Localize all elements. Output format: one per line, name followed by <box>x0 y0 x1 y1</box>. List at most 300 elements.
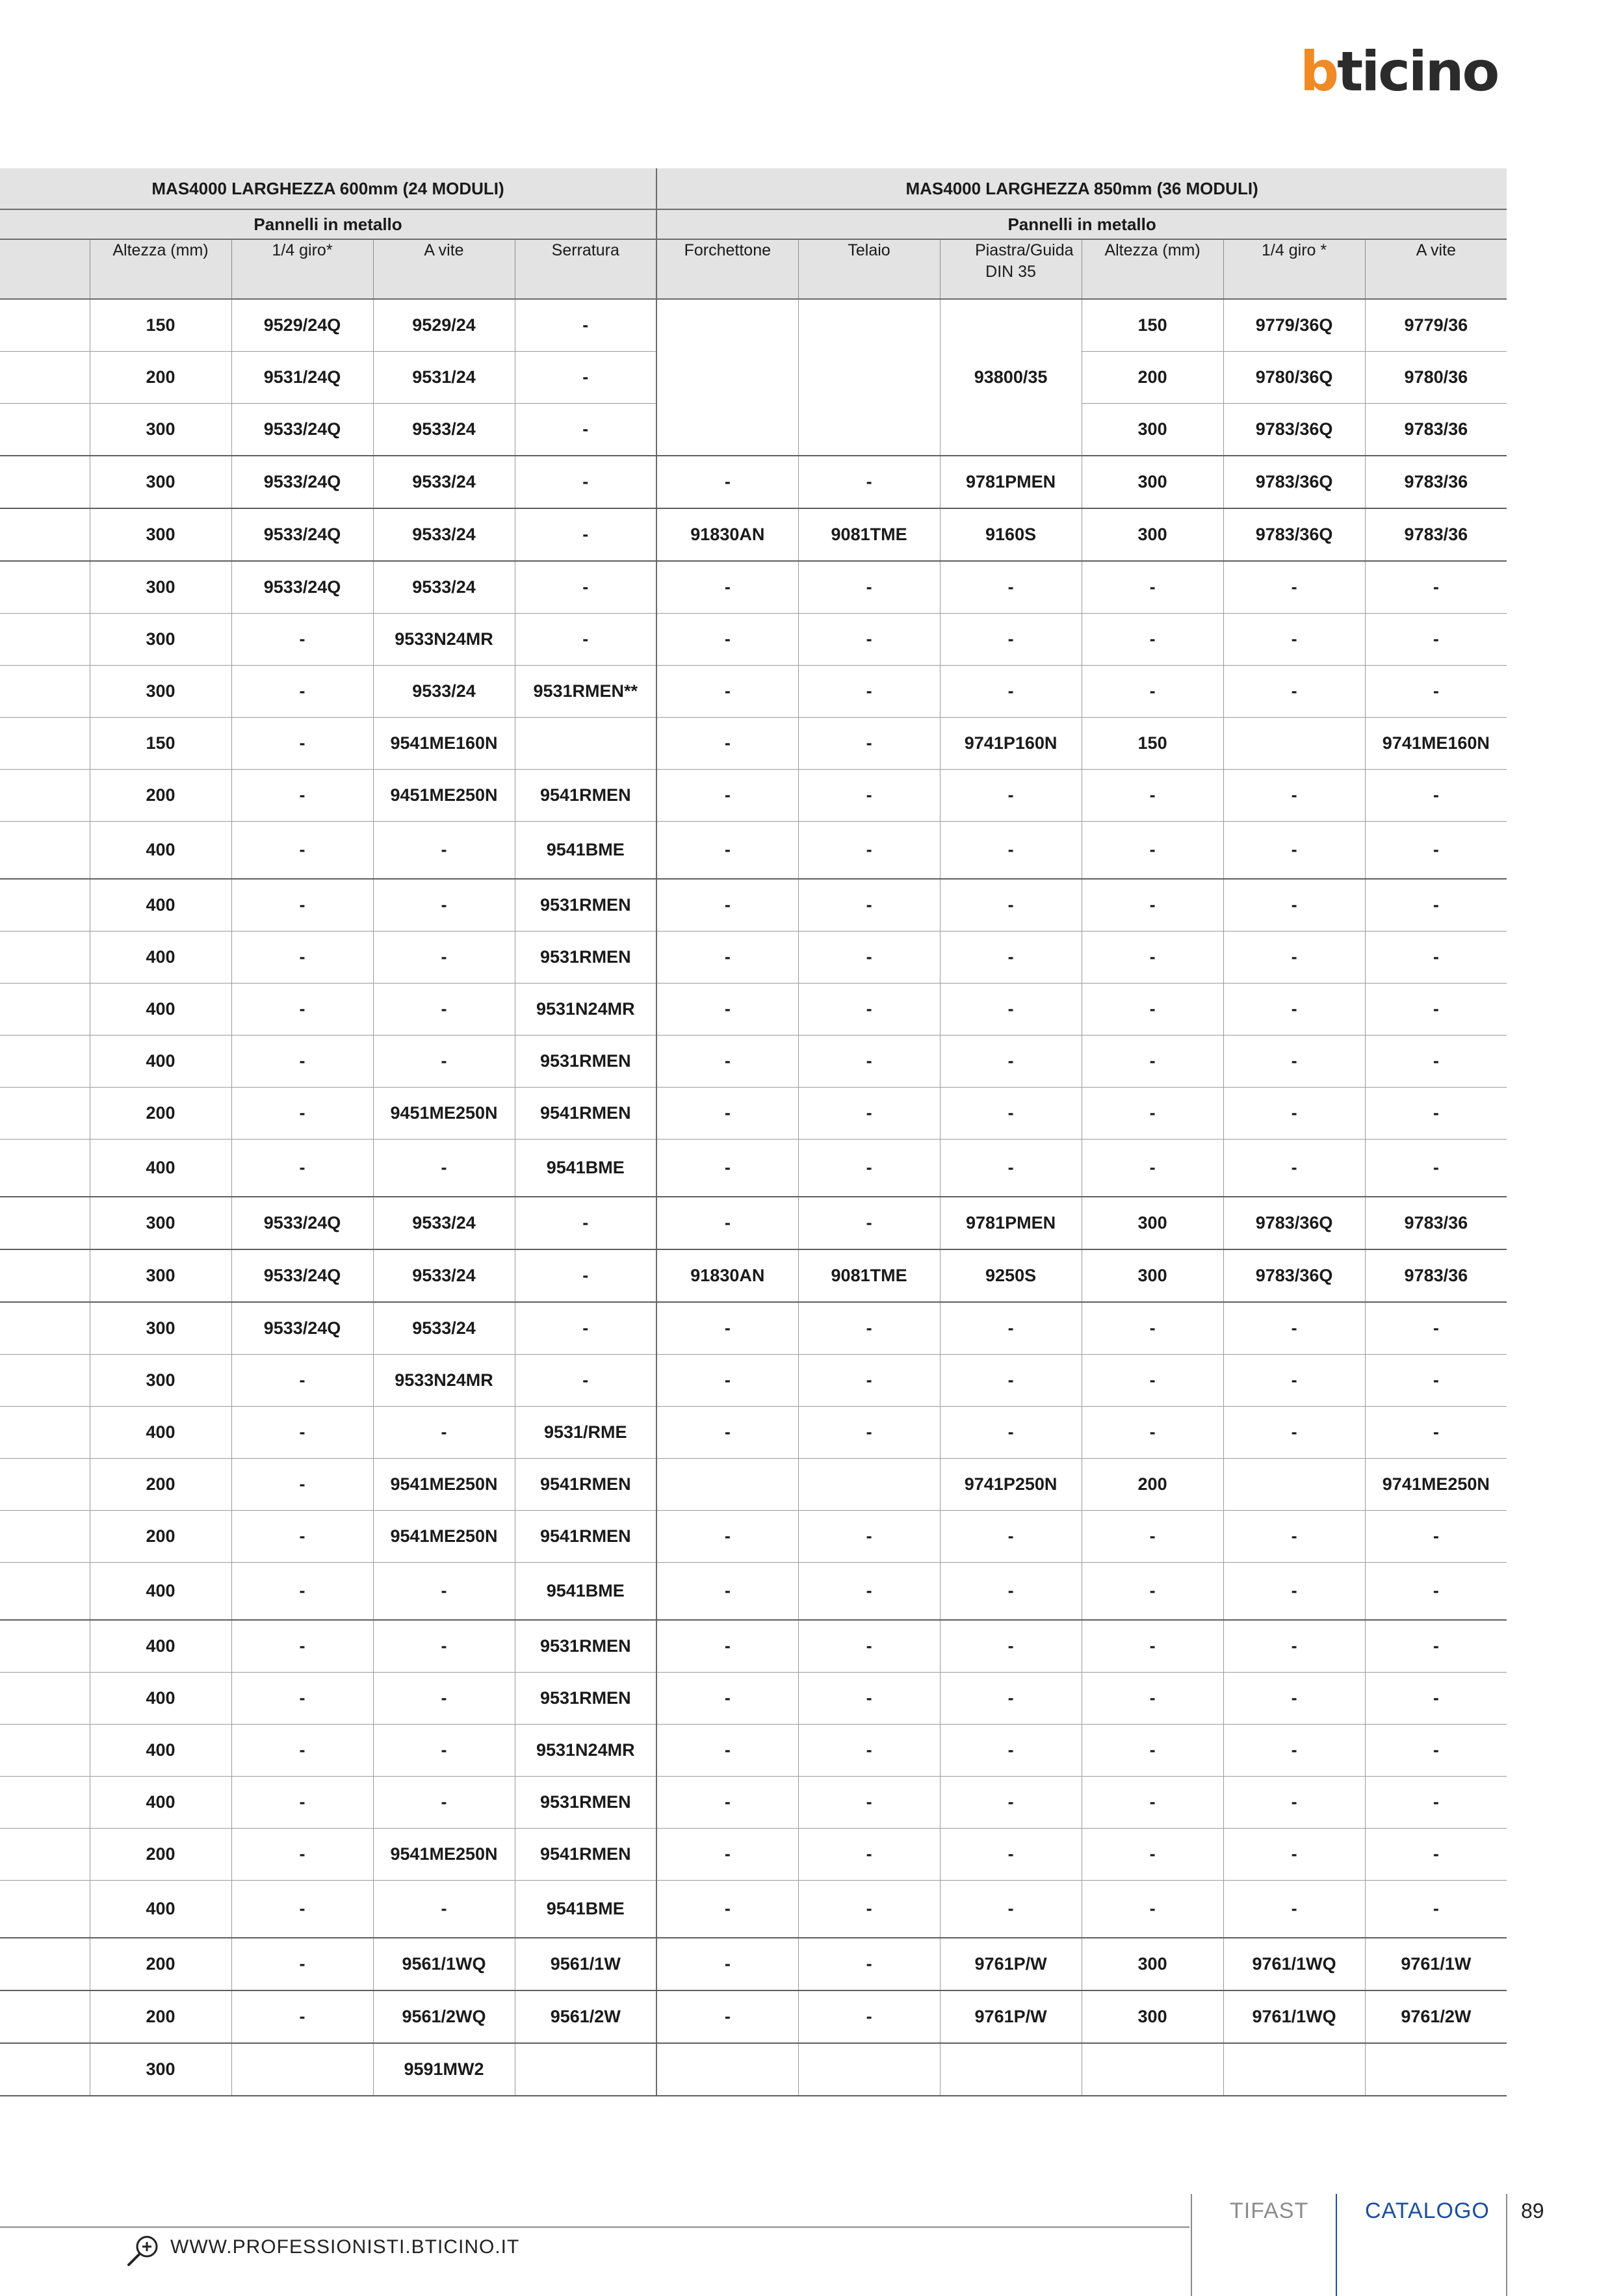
row-lead-cell <box>0 932 90 984</box>
table-cell: - <box>1365 1673 1507 1725</box>
table-cell: 300 <box>90 1249 231 1302</box>
table-cell: 150 <box>90 299 231 352</box>
table-cell: - <box>515 614 656 666</box>
table-cell: - <box>656 1829 798 1881</box>
page-number: 89 <box>1521 2199 1544 2223</box>
table-cell: 400 <box>90 1140 231 1197</box>
table-cell: - <box>940 1673 1082 1725</box>
table-row <box>0 1881 1507 1938</box>
table-cell: 400 <box>90 879 231 932</box>
row-lead-cell <box>0 1197 90 1249</box>
table-cell: 9591MW2 <box>373 2043 515 2096</box>
table-cell: 9533/24 <box>373 666 515 718</box>
table-cell: 9783/36Q <box>1223 1197 1365 1249</box>
table-cell: 9541ME250N <box>373 1511 515 1563</box>
table-cell: - <box>1082 1673 1223 1725</box>
table-cell: - <box>231 1777 373 1829</box>
table-cell: 9533/24Q <box>231 1302 373 1355</box>
table-cell: 200 <box>90 1938 231 1990</box>
bticino-logo: bticino <box>1300 40 1498 103</box>
table-cell: - <box>231 1725 373 1777</box>
table-cell: - <box>1223 932 1365 984</box>
table-cell: 9533/24Q <box>231 508 373 561</box>
table-cell: 9533/24 <box>373 456 515 508</box>
table-cell: - <box>1082 1881 1223 1938</box>
table-cell: - <box>231 1829 373 1881</box>
table-cell: 9761P/W <box>940 1938 1082 1990</box>
group-header-600: MAS4000 LARGHEZZA 600mm (24 MODULI) <box>0 168 656 209</box>
table-cell: 9081TME <box>798 508 940 561</box>
table-cell: 300 <box>90 1197 231 1249</box>
table-cell: - <box>373 1140 515 1197</box>
row-lead-cell <box>0 770 90 822</box>
table-cell: - <box>1365 1620 1507 1673</box>
table-cell: - <box>798 1088 940 1140</box>
table-cell: 9533/24 <box>373 508 515 561</box>
table-row <box>0 718 1507 770</box>
table-cell: - <box>1223 1673 1365 1725</box>
table-cell: - <box>940 1355 1082 1407</box>
table-cell: 300 <box>90 2043 231 2096</box>
table-cell: - <box>1365 1881 1507 1938</box>
table-cell: 9741ME250N <box>1365 1459 1507 1511</box>
row-lead-cell <box>0 561 90 614</box>
table-cell: - <box>1082 1088 1223 1140</box>
table-cell: - <box>656 1197 798 1249</box>
table-cell: 91830AN <box>656 1249 798 1302</box>
table-cell: 400 <box>90 984 231 1036</box>
table-cell: - <box>798 1938 940 1990</box>
table-cell: 400 <box>90 1620 231 1673</box>
table-cell: - <box>1082 822 1223 880</box>
column-header: Serratura <box>515 239 656 299</box>
table-cell: 9741P160N <box>940 718 1082 770</box>
table-cell: - <box>656 456 798 508</box>
table-cell: - <box>798 1140 940 1197</box>
table-cell: 9531/24 <box>373 352 515 404</box>
table-cell: - <box>940 1088 1082 1140</box>
table-cell: - <box>231 1881 373 1938</box>
table-cell: - <box>231 1355 373 1407</box>
table-cell: 200 <box>90 1088 231 1140</box>
table-cell: - <box>1082 1036 1223 1088</box>
table-cell: 9533/24Q <box>231 1249 373 1302</box>
table-cell: - <box>656 1673 798 1725</box>
table-cell: - <box>940 984 1082 1036</box>
table-cell: - <box>1365 1407 1507 1459</box>
column-header: A vite <box>1365 239 1507 299</box>
table-cell: - <box>656 1563 798 1621</box>
table-cell: 9783/36Q <box>1223 404 1365 456</box>
table-cell: - <box>515 299 656 352</box>
table-cell: - <box>798 1620 940 1673</box>
table-cell: 9561/2WQ <box>373 1990 515 2043</box>
table-row <box>0 1036 1507 1088</box>
table-cell: - <box>798 1829 940 1881</box>
table-cell: 9531RMEN <box>515 1777 656 1829</box>
table-cell: 9761/1WQ <box>1223 1938 1365 1990</box>
table-cell: - <box>1365 1302 1507 1355</box>
row-lead-cell <box>0 1777 90 1829</box>
table-cell: - <box>798 1511 940 1563</box>
table-cell: - <box>1082 561 1223 614</box>
table-cell: 300 <box>90 614 231 666</box>
table-cell: - <box>373 879 515 932</box>
table-cell: - <box>1082 984 1223 1036</box>
table-cell: - <box>798 614 940 666</box>
row-lead-cell <box>0 879 90 932</box>
table-cell: - <box>373 1777 515 1829</box>
website-link[interactable]: WWW.PROFESSIONISTI.BTICINO.IT <box>170 2236 520 2258</box>
table-cell: - <box>1223 1563 1365 1621</box>
table-row <box>0 1249 1507 1302</box>
table-cell: 9561/2W <box>515 1990 656 2043</box>
table-cell: - <box>515 1197 656 1249</box>
table-row <box>0 666 1507 718</box>
table-cell: - <box>940 1563 1082 1621</box>
table-cell: 400 <box>90 1036 231 1088</box>
table-cell: - <box>656 984 798 1036</box>
table-cell: - <box>940 1302 1082 1355</box>
table-cell: 9531RMEN <box>515 879 656 932</box>
table-cell: 300 <box>1082 404 1223 456</box>
table-cell: - <box>1223 1620 1365 1673</box>
table-cell: 9783/36 <box>1365 508 1507 561</box>
table-cell: 9529/24Q <box>231 299 373 352</box>
table-cell: 300 <box>90 404 231 456</box>
table-cell: 300 <box>1082 1990 1223 2043</box>
table-cell: 9533/24 <box>373 1197 515 1249</box>
table-cell: 9781PMEN <box>940 1197 1082 1249</box>
table-cell: - <box>798 1407 940 1459</box>
table-row <box>0 1140 1507 1197</box>
table-cell: 9531RMEN <box>515 932 656 984</box>
table-cell: - <box>373 1673 515 1725</box>
table-cell: - <box>940 614 1082 666</box>
table-cell: - <box>798 1197 940 1249</box>
table-cell: - <box>940 1511 1082 1563</box>
table-row <box>0 984 1507 1036</box>
table-cell <box>1082 2043 1223 2096</box>
table-cell: 300 <box>1082 1938 1223 1990</box>
table-cell: - <box>656 1355 798 1407</box>
table-cell: - <box>231 879 373 932</box>
table-cell: - <box>1365 1036 1507 1088</box>
table-cell: - <box>1082 932 1223 984</box>
table-cell: - <box>515 352 656 404</box>
row-lead-cell <box>0 508 90 561</box>
table-cell: - <box>515 508 656 561</box>
table-cell: 400 <box>90 822 231 880</box>
table-cell: 300 <box>90 508 231 561</box>
table-cell: 150 <box>1082 718 1223 770</box>
table-cell: - <box>1082 1563 1223 1621</box>
row-lead-cell <box>0 1088 90 1140</box>
table-cell: - <box>1365 770 1507 822</box>
table-cell: - <box>231 1938 373 1990</box>
table-cell <box>1223 718 1365 770</box>
table-cell: - <box>940 879 1082 932</box>
table-cell: - <box>231 718 373 770</box>
table-cell: - <box>798 718 940 770</box>
table-cell: - <box>1365 932 1507 984</box>
subheader-850: Pannelli in metallo <box>656 209 1507 239</box>
table-cell: - <box>1223 770 1365 822</box>
table-cell: - <box>1365 1088 1507 1140</box>
table-cell: - <box>656 1725 798 1777</box>
table-row <box>0 1511 1507 1563</box>
table-cell: 9761/2W <box>1365 1990 1507 2043</box>
row-lead-cell <box>0 984 90 1036</box>
table-cell: 9160S <box>940 508 1082 561</box>
table-cell: - <box>231 614 373 666</box>
table-cell: 200 <box>90 1511 231 1563</box>
row-lead-cell <box>0 1563 90 1621</box>
table-cell: - <box>656 561 798 614</box>
table-cell: - <box>1082 1302 1223 1355</box>
table-cell: 400 <box>90 1725 231 1777</box>
row-lead-cell <box>0 1673 90 1725</box>
table-cell: 400 <box>90 932 231 984</box>
table-cell <box>656 2043 798 2096</box>
table-cell: - <box>798 822 940 880</box>
table-row <box>0 561 1507 614</box>
table-cell: - <box>656 718 798 770</box>
table-cell: - <box>1223 561 1365 614</box>
table-cell: - <box>373 1563 515 1621</box>
table-cell: 9783/36 <box>1365 1249 1507 1302</box>
table-cell: - <box>1082 770 1223 822</box>
footer-divider <box>1336 2194 1337 2296</box>
table-cell: - <box>1082 1725 1223 1777</box>
table-cell: 200 <box>90 1990 231 2043</box>
table-cell: - <box>798 1881 940 1938</box>
table-cell: - <box>798 1036 940 1088</box>
table-cell: - <box>940 1881 1082 1938</box>
row-lead-cell <box>0 1511 90 1563</box>
row-lead-cell <box>0 2043 90 2096</box>
row-lead-cell <box>0 822 90 880</box>
row-lead-cell <box>0 1829 90 1881</box>
table-cell <box>798 2043 940 2096</box>
table-cell: - <box>1082 1829 1223 1881</box>
column-header: Telaio <box>798 239 940 299</box>
table-row <box>0 1990 1507 2043</box>
table-cell: 9531N24MR <box>515 984 656 1036</box>
table-cell: - <box>1223 822 1365 880</box>
table-cell: - <box>515 1302 656 1355</box>
table-cell <box>515 2043 656 2096</box>
table-cell: - <box>656 1990 798 2043</box>
table-cell: - <box>1223 1140 1365 1197</box>
table-cell: - <box>231 932 373 984</box>
row-lead-cell <box>0 1881 90 1938</box>
table-cell: - <box>1365 1829 1507 1881</box>
table-cell: 9761/1W <box>1365 1938 1507 1990</box>
table-cell: - <box>656 1938 798 1990</box>
table-cell: 9533/24Q <box>231 561 373 614</box>
table-cell: 200 <box>1082 1459 1223 1511</box>
row-lead-cell <box>0 352 90 404</box>
table-cell: 9783/36Q <box>1223 456 1365 508</box>
table-cell: - <box>1082 666 1223 718</box>
table-cell: 400 <box>90 1407 231 1459</box>
table-cell: - <box>656 1036 798 1088</box>
table-row <box>0 1355 1507 1407</box>
footer-series: TIFAST <box>1230 2198 1309 2223</box>
table-cell: - <box>1082 1620 1223 1673</box>
table-cell: 300 <box>90 666 231 718</box>
table-row <box>0 1938 1507 1990</box>
table-cell: - <box>1223 984 1365 1036</box>
table-cell: - <box>231 1511 373 1563</box>
table-cell: - <box>798 1777 940 1829</box>
table-cell: - <box>656 879 798 932</box>
table-cell: - <box>940 1407 1082 1459</box>
row-lead-cell <box>0 456 90 508</box>
table-cell: 400 <box>90 1881 231 1938</box>
table-cell: 9533/24Q <box>231 1197 373 1249</box>
table-cell: - <box>940 770 1082 822</box>
row-lead-cell <box>0 718 90 770</box>
table-cell: 9529/24 <box>373 299 515 352</box>
table-cell: - <box>1082 614 1223 666</box>
table-row <box>0 456 1507 508</box>
table-cell: 9561/1WQ <box>373 1938 515 1990</box>
table-cell: - <box>798 561 940 614</box>
table-cell: 9533/24Q <box>231 456 373 508</box>
table-cell: 400 <box>90 1777 231 1829</box>
table-cell: - <box>798 456 940 508</box>
table-cell: 9531RMEN <box>515 1036 656 1088</box>
column-header: 1/4 giro * <box>1223 239 1365 299</box>
table-cell: 9533/24Q <box>231 404 373 456</box>
table-cell: - <box>940 1140 1082 1197</box>
table-cell: 9541RMEN <box>515 1459 656 1511</box>
table-cell: - <box>656 1620 798 1673</box>
table-cell: - <box>656 1140 798 1197</box>
table-cell: - <box>798 770 940 822</box>
column-header-lead <box>0 239 90 299</box>
table-cell: - <box>1365 879 1507 932</box>
row-lead-cell <box>0 1407 90 1459</box>
footer-rule <box>0 2226 1189 2228</box>
column-header <box>940 239 1082 299</box>
table-cell: - <box>231 1140 373 1197</box>
table-cell: 91830AN <box>656 508 798 561</box>
table-cell: - <box>1365 1140 1507 1197</box>
table-cell: - <box>515 1355 656 1407</box>
table-row <box>0 2043 1507 2096</box>
table-row <box>0 614 1507 666</box>
table-cell: 9531RMEN <box>515 1620 656 1673</box>
table-cell: 9531/RME <box>515 1407 656 1459</box>
table-row <box>0 822 1507 880</box>
table-cell <box>1223 1459 1365 1511</box>
table-cell: 200 <box>90 1459 231 1511</box>
table-cell: - <box>940 1620 1082 1673</box>
table-cell: 9533N24MR <box>373 1355 515 1407</box>
table-cell: - <box>656 1777 798 1829</box>
table-cell: 9783/36 <box>1365 404 1507 456</box>
table-cell: - <box>1365 1725 1507 1777</box>
row-lead-cell <box>0 1938 90 1990</box>
table-cell: 400 <box>90 1563 231 1621</box>
table-cell: - <box>231 1407 373 1459</box>
table-cell: - <box>656 932 798 984</box>
table-cell: - <box>1223 1036 1365 1088</box>
table-cell: - <box>1365 1777 1507 1829</box>
table-cell <box>940 2043 1082 2096</box>
table-cell: - <box>1365 1355 1507 1407</box>
row-lead-cell <box>0 1249 90 1302</box>
table-cell: 9541ME250N <box>373 1829 515 1881</box>
table-cell: 9783/36 <box>1365 456 1507 508</box>
table-cell: - <box>515 404 656 456</box>
table-cell: 9541BME <box>515 1140 656 1197</box>
table-cell: - <box>798 932 940 984</box>
table-cell: 9761P/W <box>940 1990 1082 2043</box>
table-cell: 9741P250N <box>940 1459 1082 1511</box>
table-cell: - <box>1365 1563 1507 1621</box>
table-cell: - <box>373 1881 515 1938</box>
table-cell <box>656 1459 798 1511</box>
table-cell: - <box>798 1355 940 1407</box>
table-cell: 9533/24 <box>373 561 515 614</box>
table-cell: - <box>940 1777 1082 1829</box>
table-cell: 9250S <box>940 1249 1082 1302</box>
table-cell: - <box>373 1036 515 1088</box>
table-cell: - <box>515 456 656 508</box>
table-cell: - <box>231 984 373 1036</box>
table-cell: 9761/1WQ <box>1223 1990 1365 2043</box>
column-header: Altezza (mm) <box>90 239 231 299</box>
table-cell: - <box>1082 879 1223 932</box>
table-cell: - <box>1223 879 1365 932</box>
table-cell: 300 <box>90 561 231 614</box>
table-cell: - <box>798 1563 940 1621</box>
table-cell: 9780/36Q <box>1223 352 1365 404</box>
table-row <box>0 879 1507 932</box>
table-cell: 9533/24 <box>373 1249 515 1302</box>
table-cell: - <box>1223 1355 1365 1407</box>
table-cell: 9779/36Q <box>1223 299 1365 352</box>
table-cell: - <box>656 1407 798 1459</box>
table-cell: 9541RMEN <box>515 1511 656 1563</box>
table-cell: 9081TME <box>798 1249 940 1302</box>
table-cell: - <box>1223 1088 1365 1140</box>
table-cell: - <box>798 1725 940 1777</box>
table-cell: 9531RMEN** <box>515 666 656 718</box>
table-cell: 150 <box>90 718 231 770</box>
table-cell: - <box>373 932 515 984</box>
table-cell: - <box>1365 614 1507 666</box>
column-header: Forchettone <box>656 239 798 299</box>
table-cell: 9781PMEN <box>940 456 1082 508</box>
table-row <box>0 299 1507 352</box>
column-header: Altezza (mm) <box>1082 239 1223 299</box>
table-cell: 9451ME250N <box>373 1088 515 1140</box>
table-cell: 9541ME250N <box>373 1459 515 1511</box>
table-row <box>0 508 1507 561</box>
table-row <box>0 770 1507 822</box>
table-cell: - <box>1082 1407 1223 1459</box>
row-lead-cell <box>0 1990 90 2043</box>
table-cell: - <box>940 666 1082 718</box>
table-cell: - <box>1223 1407 1365 1459</box>
table-cell: 150 <box>1082 299 1223 352</box>
table-body <box>0 299 1507 2096</box>
